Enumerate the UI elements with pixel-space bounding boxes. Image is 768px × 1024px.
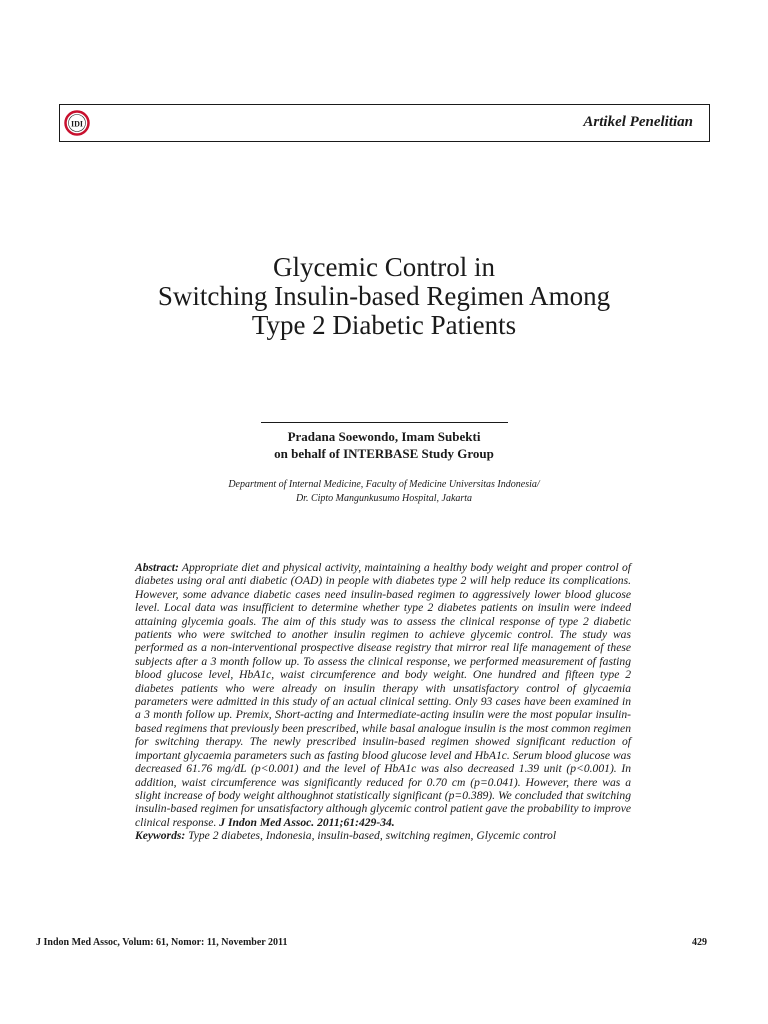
header-box xyxy=(59,104,710,142)
keywords-paragraph xyxy=(135,829,631,842)
affiliation-line: Department of Internal Medicine, Faculty of Medicine Universitas Indonesia/ xyxy=(228,479,540,490)
author-divider xyxy=(261,422,508,423)
logo-text: IDI xyxy=(70,119,84,129)
author-names: Pradana Soewondo, Imam Subekti xyxy=(287,429,481,444)
authors-block xyxy=(0,428,768,462)
affiliation xyxy=(0,478,768,506)
abstract-label: Abstract: xyxy=(135,561,179,574)
section-label: Artikel Penelitian xyxy=(583,114,693,130)
keywords-body: Type 2 diabetes, Indonesia, insulin-based, switching regimen, Glycemic control xyxy=(185,829,557,843)
idi-logo-icon xyxy=(64,110,90,136)
abstract-citation: J Indon Med Assoc. 2011;61:429-34. xyxy=(219,815,395,829)
article-title xyxy=(0,253,768,340)
title-line: Type 2 Diabetic Patients xyxy=(251,310,517,340)
affiliation-line: Dr. Cipto Mangunkusumo Hospital, Jakarta xyxy=(295,493,473,504)
author-group: on behalf of INTERBASE Study Group xyxy=(274,446,494,461)
footer-page-number: 429 xyxy=(692,937,707,948)
keywords-label: Keywords: xyxy=(135,829,186,843)
footer-journal: J Indon Med Assoc, Volum: 61, Nomor: 11, November 2011 xyxy=(36,937,288,948)
abstract-body: Appropriate diet and physical activity, maintaining a healthy body weight and proper control of diabetes using oral anti diabetic (OAD) in people with diabetes type 2 will help reduce its complications. However, some advance diabetic cases need insulin-based regimen to aggressively lower blood glucose level. Local data was insufficient to determine whether type 2 diabetes patients on insulin were indeed attaining glycemia goals. The aim of this study was to assess the clinical response of type 2 diabetic patients who were switched to another insulin regimen to achieve glycemic control. The study was performed as a non-interventional prospective disease registry that mirror real life management of these subjects after a 3 month follow up. To assess the clinical response, we performed measurement of fasting blood glucose level, HbA1c, waist circumference and body weight. One hundred and fifteen type 2 diabetes patients who were already on insulin therapy with unsatisfactory control of glycaemia parameters were admitted in this study of an actual clinical setting. Only 93 cases have been examined in a 3 month follow up. Premix, Short-acting and Intermediate-acting insulin were the most popular insulin-based regimens that previously been prescribed, while basal analogue insulin is the most common regimen for switching therapy. The newly prescribed insulin-based regimen showed significant reduction of important glycaemia parameters such as fasting blood glucose level and HbA1c. Serum blood glucose was decreased 61.76 mg/dL (p<0.001) and the level of HbA1c was also decreased 1.39 unit (p<0.001). In addition, waist circumference was significantly reduced for 0.70 cm (p=0.041). However, there was a slight increase of body weight althoughnot statistically significant (p=0.389). We concluded that switching insulin-based regimen for unsatisfactory although glycemic control patient gave the probability to improve clinical response. xyxy=(135,561,631,829)
title-line: Switching Insulin-based Regimen Among xyxy=(157,281,611,311)
title-line: Glycemic Control in xyxy=(273,252,495,282)
abstract-block xyxy=(135,561,631,843)
abstract-paragraph xyxy=(135,561,631,829)
